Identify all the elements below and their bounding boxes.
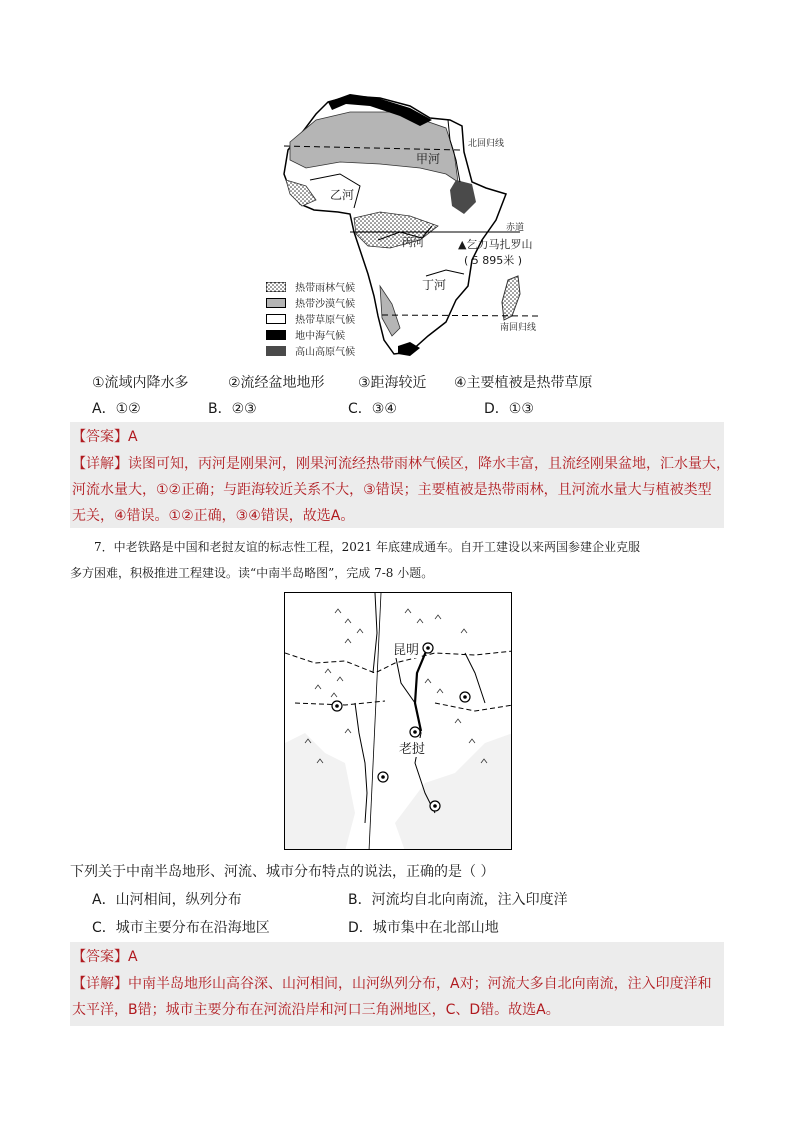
option-c[interactable]: C．③④ [348,401,397,417]
detail-line [72,973,712,993]
statement: ②流经盆地地形 [228,375,325,391]
option-a[interactable]: A．①② [92,401,141,417]
answer-line [72,426,138,446]
detail-text: 太平洋，B错；城市主要分布在河流沿岸和河口三角洲地区，C、D错。故选A。 [72,1002,560,1018]
label-tropic-south: 南回归线 [500,323,537,333]
statement: ①流域内降水多 [92,375,189,391]
q7-question: 下列关于中南半岛地形、河流、城市分布特点的说法，正确的是（ ） [70,864,495,880]
answer-value: A [128,429,138,445]
detail-text: 河流水量大，①②正确；与距海较近关系不大，③错误；主要植被是热带雨林，且河流水量大与植被类型 [72,482,712,498]
label-tropic-north: 北回归线 [468,139,505,149]
label-elevation: ( 5 895米 ) [464,254,523,267]
legend-swatch-mediterranean [266,330,286,340]
option-b[interactable]: B．②③ [208,401,257,417]
indochina-map [284,592,512,850]
detail-line [72,453,730,473]
legend-item: 高山高原气候 [266,340,355,359]
q7-answer-block [70,942,724,1026]
detail-text: 中南半岛地形山高谷深、山河相间，山河纵列分布，A对；河流大多自北向南流，注入印度洋和 [128,976,712,992]
indochina-map-drawing [285,593,512,850]
detail-label: 【详解】 [72,976,128,992]
legend-swatch-highland [266,346,286,356]
answer-label: 【答案】 [72,949,128,965]
statement: ④主要植被是热带草原 [454,375,593,391]
intro-line: 多方困难，积极推进工程建设。读“中南半岛略图”，完成 7-8 小题。 [70,566,434,580]
legend-item: 热带雨林气候 [266,276,355,295]
legend-swatch-dots [266,282,286,292]
answer-label: 【答案】 [72,429,128,445]
label-river-jia: 甲河 [416,152,441,166]
label-river-yi: 乙河 [330,188,355,202]
label-river-ding: 丁河 [422,278,447,292]
option-b[interactable]: B．河流均自北向南流，注入印度洋 [348,892,568,908]
detail-text: 读图可知，丙河是刚果河，刚果河流经热带雨林气候区，降水丰富，且流经刚果盆地，汇水量大， [128,456,730,472]
label-kunming: 昆明 [393,639,419,658]
legend-item: 热带草原气候 [266,308,355,327]
label-mountain: ▲乞力马扎罗山 [458,238,533,251]
answer-value: A [128,949,138,965]
statement: ③距海较近 [358,375,427,391]
label-equator: 赤道 [506,223,525,233]
option-a[interactable]: A．山河相间，纵列分布 [92,892,242,908]
detail-label: 【详解】 [72,456,128,472]
option-d[interactable]: D．城市集中在北部山地 [348,920,499,936]
answer-line [72,946,138,966]
legend-swatch-savanna [266,314,286,324]
legend-swatch-desert [266,298,286,308]
option-c[interactable]: C．城市主要分布在沿海地区 [92,920,270,936]
legend-item: 热带沙漠气候 [266,292,355,311]
intro-line: 7．中老铁路是中国和老挝友谊的标志性工程，2021 年底建成通车。自开工建设以来两国参建企业克服 [94,540,640,554]
label-river-bing: 丙河 [402,236,424,249]
option-d[interactable]: D．①③ [484,401,534,417]
q6-answer-block [70,422,730,528]
detail-text: 无关，④错误。①②正确，③④错误，故选A。 [72,508,355,524]
legend-item: 地中海气候 [266,324,345,343]
label-laos: 老挝 [399,738,425,757]
